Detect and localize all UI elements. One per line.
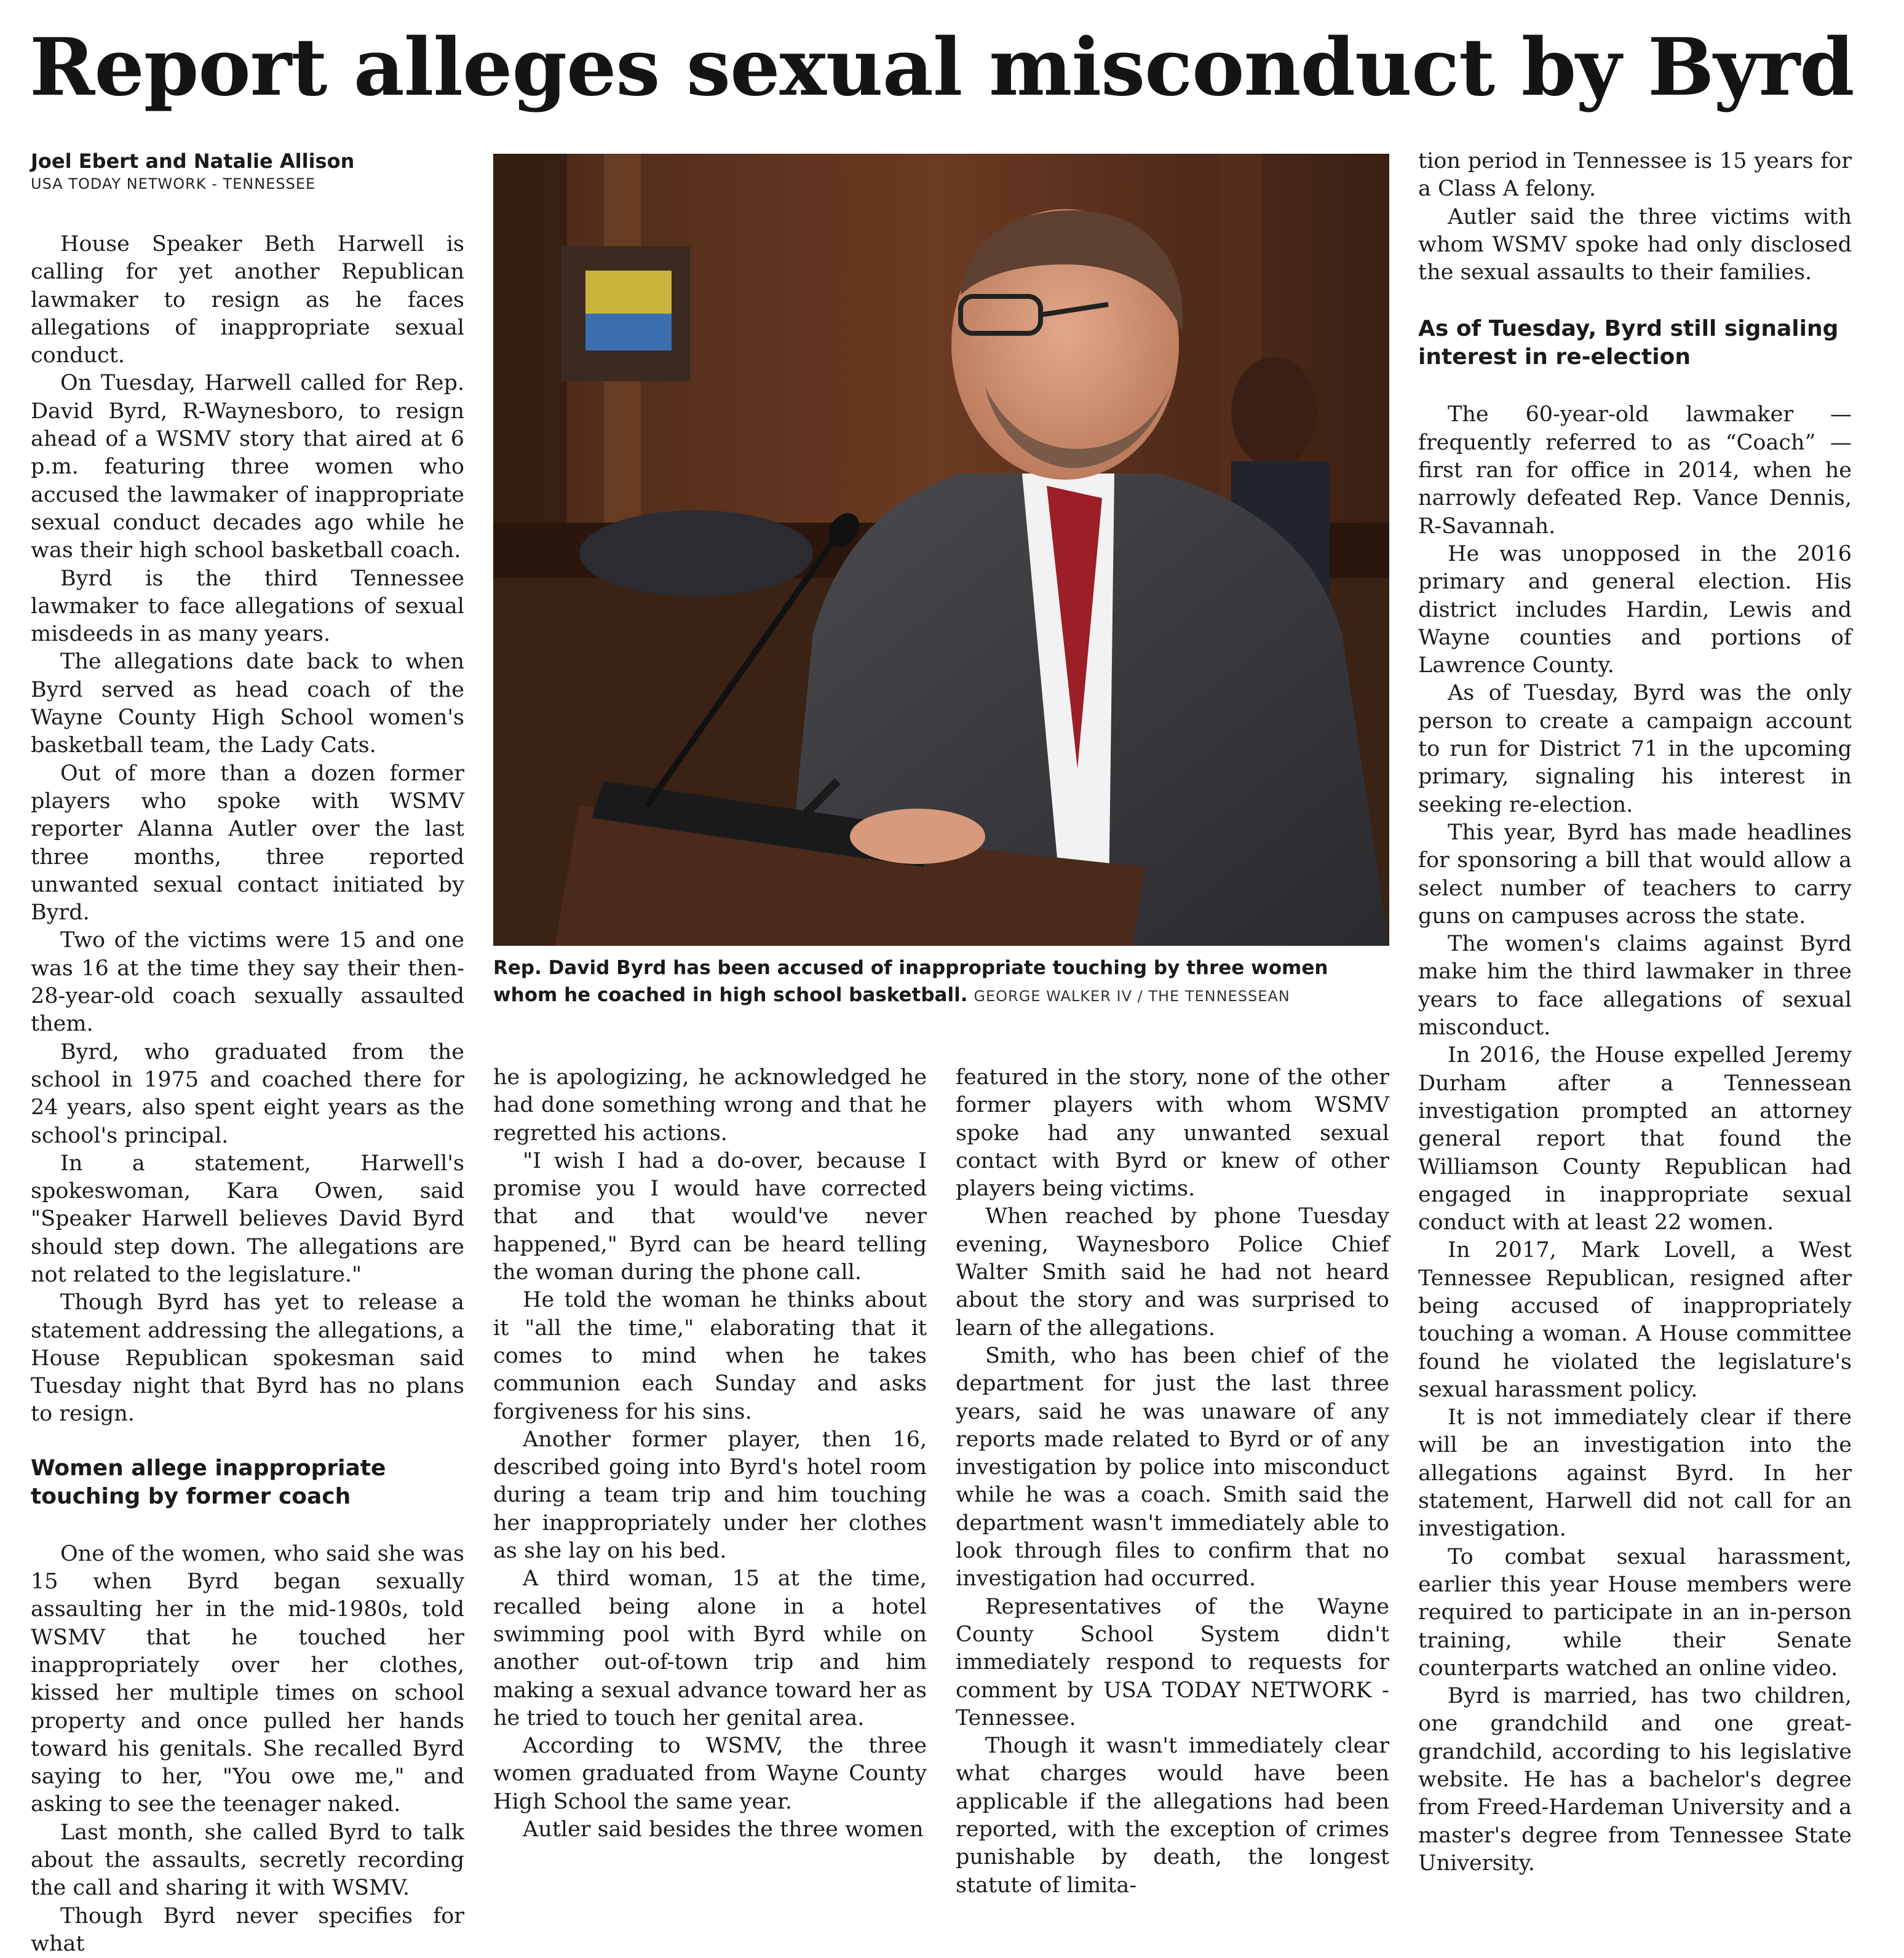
photo-illustration (493, 154, 1389, 946)
paragraph: Autler said the three victims with whom WSMV spoke had only disclosed the sexual assaults to their families. (1418, 204, 1852, 285)
headline: Report alleges sexual misconduct by Byrd (30, 22, 1854, 114)
subhead: Women allege inappropriate touching by former coach (31, 1455, 386, 1509)
article-column-1 (31, 231, 464, 1958)
paragraph: Though it wasn't immediately clear what charges would have been applicable if the allegations had been reported, with the exception of crimes punishable by death, the longest statute of limita- (956, 1734, 1389, 1898)
paragraph: Out of more than a dozen former players who spoke with WSMV reporter Alanna Autler over the last three months, three reported unwanted sexual contact initiated by Byrd. (31, 761, 464, 925)
paragraph: Smith, who has been chief of the department for just the last three years, said he was unaware of any reports made related to Byrd or of any investigation by police into misconduct while he was a coach. Smith said the department wasn't immediately able to look through files to confirm that no investigation had occurred. (956, 1343, 1389, 1591)
paragraph: Two of the victims were 15 and one was 16 at the time they say their then-28-year-old coach sexually assaulted them. (31, 928, 464, 1037)
byline-organization: USA TODAY NETWORK - TENNESSEE (31, 175, 316, 192)
caption-text: Rep. David Byrd has been accused of inappropriate touching by three women whom he coached in high school basketball. (493, 957, 1328, 1006)
paragraph: In a statement, Harwell's spokeswoman, Kara Owen, said "Speaker Harwell believes David Byrd should step down. The allegations are not related to the legislature." (31, 1151, 464, 1287)
paragraph: tion period in Tennessee is 15 years for a Class A felony. (1418, 149, 1852, 202)
paragraph: It is not immediately clear if there will be an investigation into the allegations against Byrd. In her statement, Harwell did not call for an investigation. (1418, 1405, 1852, 1542)
paragraph: When reached by phone Tuesday evening, Waynesboro Police Chief Walter Smith said he had not heard about the story and was surprised to learn of the allegations. (956, 1204, 1389, 1341)
paragraph: Last month, she called Byrd to talk about the assaults, secretly recording the call and sharing it with WSMV. (31, 1820, 464, 1901)
paragraph: Byrd is married, has two children, one grandchild and one great-grandchild, according to his legislative website. He has a bachelor's degree from Freed-Hardeman University and a master's degree from Tennessee State University. (1418, 1684, 1852, 1876)
paragraph: he is apologizing, he acknowledged he had done something wrong and that he regretted his actions. (493, 1065, 927, 1146)
article-column-4 (1418, 148, 1852, 1877)
paragraph: The women's claims against Byrd make him the third lawmaker in three years to face allegations of sexual misconduct. (1418, 932, 1852, 1040)
paragraph: To combat sexual harassment, earlier this year House members were required to participate in an in-person training, while their Senate counterparts watched an online video. (1418, 1544, 1852, 1681)
paragraph: In 2016, the House expelled Jeremy Durham after a Tennessean investigation prompted an attorney general report that found the Williamson County Republican had engaged in inappropriate sexual conduct with at least 22 women. (1418, 1043, 1852, 1235)
paragraph: A third woman, 15 at the time, recalled being alone in a hotel swimming pool with Byrd while on another out-of-town trip and him making a sexual advance toward her as he tried to touch her genital area. (493, 1566, 927, 1730)
paragraph: featured in the story, none of the other former players with whom WSMV spoke had any unwanted sexual contact with Byrd or knew of other players being victims. (956, 1065, 1389, 1202)
paragraph: House Speaker Beth Harwell is calling for yet another Republican lawmaker to resign as he faces allegations of inappropriate sexual conduct. (31, 232, 464, 368)
paragraph: The 60-year-old lawmaker — frequently referred to as “Coach” — first ran for office in 2014, when he narrowly defeated Rep. Vance Dennis, R-Savannah. (1418, 402, 1852, 539)
paragraph: In 2017, Mark Lovell, a West Tennessee Republican, resigned after being accused of inappropriately touching a woman. A House committee found he violated the legislature's sexual harassment policy. (1418, 1238, 1852, 1402)
byline-authors: Joel Ebert and Natalie Allison (31, 149, 355, 173)
paragraph: Byrd is the third Tennessee lawmaker to face allegations of sexual misdeeds in as many years. (31, 566, 464, 647)
paragraph: The allegations date back to when Byrd served as head coach of the Wayne County High School women's basketball team, the Lady Cats. (31, 649, 464, 758)
article-column-3 (956, 1064, 1389, 1900)
subhead: As of Tuesday, Byrd still signaling interest in re-election (1418, 316, 1839, 370)
paragraph: As of Tuesday, Byrd was the only person to create a campaign account to run for District 71 in the upcoming primary, signaling his interest in seeking re-election. (1418, 681, 1852, 817)
paragraph: He told the woman he thinks about it "all the time," elaborating that it comes to mind when he takes communion each Sunday and asks forgiveness for his sins. (493, 1288, 927, 1424)
paragraph: One of the women, who said she was 15 when Byrd began sexually assaulting her in the mid-1980s, told WSMV that he touched her inappropriately over her clothes, kissed her multiple times on school property and once pulled her hands toward his genitals. She recalled Byrd saying to her, "You owe me," and asking to see the teenager naked. (31, 1541, 464, 1817)
paragraph: Though Byrd never specifies for what (31, 1903, 464, 1956)
photo-credit: GEORGE WALKER IV / THE TENNESSEAN (974, 988, 1290, 1005)
paragraph: He was unopposed in the 2016 primary and general election. His district includes Hardin, Lewis and Wayne counties and portions of Lawrence County. (1418, 541, 1852, 678)
byline (31, 149, 474, 194)
paragraph: On Tuesday, Harwell called for Rep. David Byrd, R-Waynesboro, to resign ahead of a WSMV story that aired at 6 p.m. featuring three women who accused the lawmaker of inappropriate sexual conduct decades ago while he was their high school basketball coach. (31, 371, 464, 563)
paragraph: "I wish I had a do-over, because I promise you I would have corrected that and that would've never happened," Byrd can be heard telling the woman during the phone call. (493, 1148, 927, 1285)
paragraph: Though Byrd has yet to release a statement addressing the allegations, a House Republican spokesman said Tuesday night that Byrd has no plans to resign. (31, 1290, 464, 1427)
paragraph: According to WSMV, the three women graduated from Wayne County High School the same year. (493, 1734, 927, 1814)
paragraph: Autler said besides the three women (523, 1817, 924, 1842)
paragraph: Representatives of the Wayne County School System didn't immediately respond to requests for comment by USA TODAY NETWORK - Tennessee. (956, 1594, 1389, 1730)
article-photo (493, 154, 1389, 946)
paragraph: Another former player, then 16, described going into Byrd's hotel room during a team trip and him touching her inappropriately under her clothes as she lay on his bed. (493, 1427, 927, 1564)
photo-caption (493, 954, 1389, 1010)
article-column-2 (493, 1064, 927, 1844)
paragraph: Byrd, who graduated from the school in 1975 and coached there for 24 years, also spent eight years as the school's principal. (31, 1039, 464, 1148)
paragraph: This year, Byrd has made headlines for sponsoring a bill that would allow a select number of teachers to carry guns on campuses across the state. (1418, 820, 1852, 929)
